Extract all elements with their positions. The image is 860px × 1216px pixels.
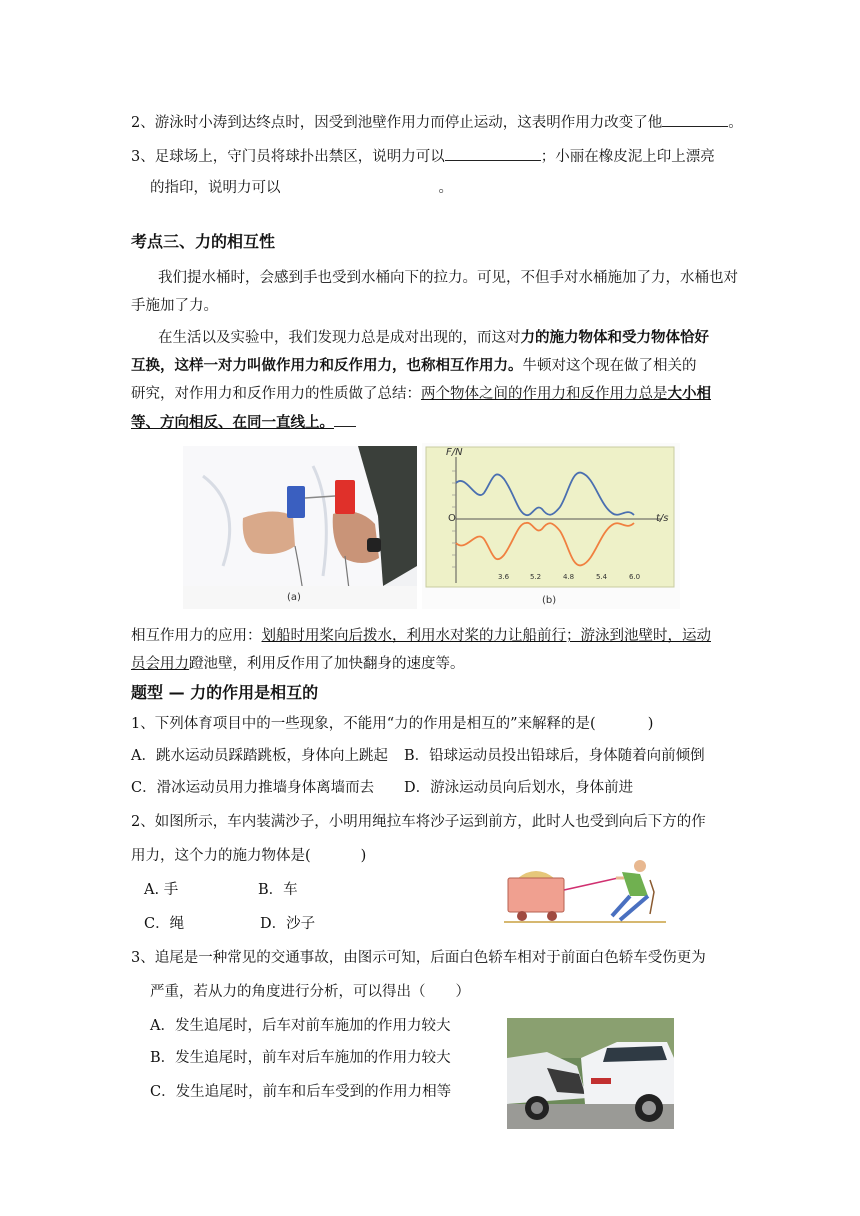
- application-line-2: [131, 654, 465, 674]
- section-title: 考点三、力的相互性: [131, 232, 276, 251]
- tq2-option-b[interactable]: B．车: [258, 882, 298, 898]
- paren: ): [360, 848, 367, 864]
- period: 。: [438, 180, 453, 196]
- cart-drawing: [500, 856, 670, 926]
- bold-underlined-text: 大小相: [667, 386, 711, 402]
- cart-pulling-illustration: [500, 856, 670, 926]
- q1-stem: [131, 714, 653, 734]
- application-line-1: [131, 626, 711, 646]
- tq2-stem-1: 2、如图所示，车内装满沙子，小明用绳拉车将沙子运到前方，此时人也受到向后下方的作: [131, 814, 706, 830]
- paragraph-1-line-2: 手施加了力。: [131, 298, 218, 314]
- question-2-text: 2、游泳时小涛到达终点时，因受到池壁作用力而停止运动，这表明作用力改变了他: [131, 115, 663, 131]
- tick-label: 4.8: [563, 573, 575, 581]
- figure-a-caption: (a): [287, 592, 301, 603]
- paragraph-2-line-4: [131, 412, 356, 433]
- answer-blank[interactable]: [662, 112, 728, 127]
- question-3-text: 3、足球场上，守门员将球扑出禁区，说明力可以: [131, 149, 445, 165]
- bold-underlined-text: 等、方向相反、在同一直线上。: [131, 415, 334, 431]
- force-time-graph: [422, 443, 680, 609]
- figure-b-caption: (b): [542, 595, 557, 606]
- q1-option-d[interactable]: D．游泳运动员向后划水，身体前进: [404, 780, 634, 796]
- type-heading: 题型 — 力的作用是相互的: [131, 683, 319, 702]
- tick-label: 5.2: [530, 573, 542, 581]
- paren: ): [647, 716, 654, 732]
- question-3-line-1: [131, 146, 715, 167]
- x-axis-label: t/s: [656, 513, 669, 524]
- tq2-option-a[interactable]: A. 手: [144, 882, 179, 898]
- tick-label: 3.6: [498, 573, 510, 581]
- paragraph-2-line-3: [131, 384, 711, 404]
- tq3-stem-text: 严重，若从力的角度进行分析，可以得出（: [150, 984, 426, 1000]
- text: 牛顿对这个现在做了相关的: [522, 358, 697, 374]
- tick-label: 5.4: [596, 573, 608, 581]
- tq2-stem-text: 用力，这个力的施力物体是(: [131, 848, 311, 864]
- period: 。: [728, 115, 743, 131]
- bold-text: 互换，这样一对力叫做作用力和反作用力，也称相互作用力。: [131, 358, 523, 374]
- bold-text: 力的施力物体和受力物体恰好: [520, 330, 709, 346]
- paragraph-2-line-1: [158, 328, 709, 348]
- question-3-text-cont: ；小丽在橡皮泥上印上漂亮: [540, 149, 715, 165]
- underlined-text: 两个物体之间的作用力和反作用力总是: [421, 386, 668, 402]
- paragraph-1-line-1: 我们提水桶时，会感到手也受到水桶向下的拉力。可见，不但手对水桶施加了力，水桶也对: [158, 270, 738, 286]
- text: 相互作用力的应用：: [131, 628, 262, 644]
- question-2-line: [131, 112, 743, 133]
- tq2-stem-2: [131, 846, 366, 866]
- q1-stem-text: 1、下列体育项目中的一些现象，不能用“力的作用是相互的”来解释的是(: [131, 716, 596, 732]
- q1-option-a[interactable]: A．跳水运动员踩踏跳板，身体向上跳起: [131, 748, 388, 764]
- tq3-option-b[interactable]: B．发生追尾时，前车对后车施加的作用力较大: [150, 1050, 451, 1066]
- photo-force-sensors: [183, 446, 417, 609]
- tick-label: 6.0: [629, 573, 641, 581]
- car-crash-photo: [507, 1018, 674, 1129]
- underlined-text: 员会用力: [131, 656, 189, 672]
- q1-option-b[interactable]: B．铅球运动员投出铅球后，身体随着向前倾倒: [404, 748, 705, 764]
- graph-illustration: [422, 443, 680, 609]
- origin-label: O: [448, 513, 456, 524]
- question-3-text-2: 的指印，说明力可以: [150, 180, 281, 196]
- tq3-stem-1: 3、追尾是一种常见的交通事故，由图示可知，后面白色轿车相对于前面白色轿车受伤更为: [131, 950, 706, 966]
- question-3-line-2: [150, 178, 453, 198]
- tq3-stem-2: [150, 982, 470, 1002]
- paren: ）: [455, 984, 470, 1000]
- tq2-option-c[interactable]: C．绳: [144, 916, 185, 932]
- crash-drawing: [507, 1018, 674, 1129]
- text: 在生活以及实验中，我们发现力总是成对出现的，而这对: [158, 330, 521, 346]
- paragraph-2-line-2: [131, 356, 697, 376]
- text: 蹬池壁，利用反作用了加快翻身的速度等。: [189, 656, 465, 672]
- tq2-option-d[interactable]: D．沙子: [260, 916, 316, 932]
- y-axis-label: F/N: [446, 447, 463, 458]
- underlined-text: 划船时用桨向后拨水，利用水对桨的力让船前行；游泳到池壁时，运动: [261, 628, 711, 644]
- tq3-option-a[interactable]: A．发生追尾时，后车对前车施加的作用力较大: [150, 1018, 451, 1034]
- photo-illustration: [183, 446, 417, 609]
- answer-blank[interactable]: [445, 146, 541, 161]
- q1-option-c[interactable]: C．滑冰运动员用力推墙身体离墙而去: [131, 780, 375, 796]
- tq3-option-c[interactable]: C．发生追尾时，前车和后车受到的作用力相等: [150, 1084, 452, 1100]
- text: 研究，对作用力和反作用力的性质做了总结：: [131, 386, 421, 402]
